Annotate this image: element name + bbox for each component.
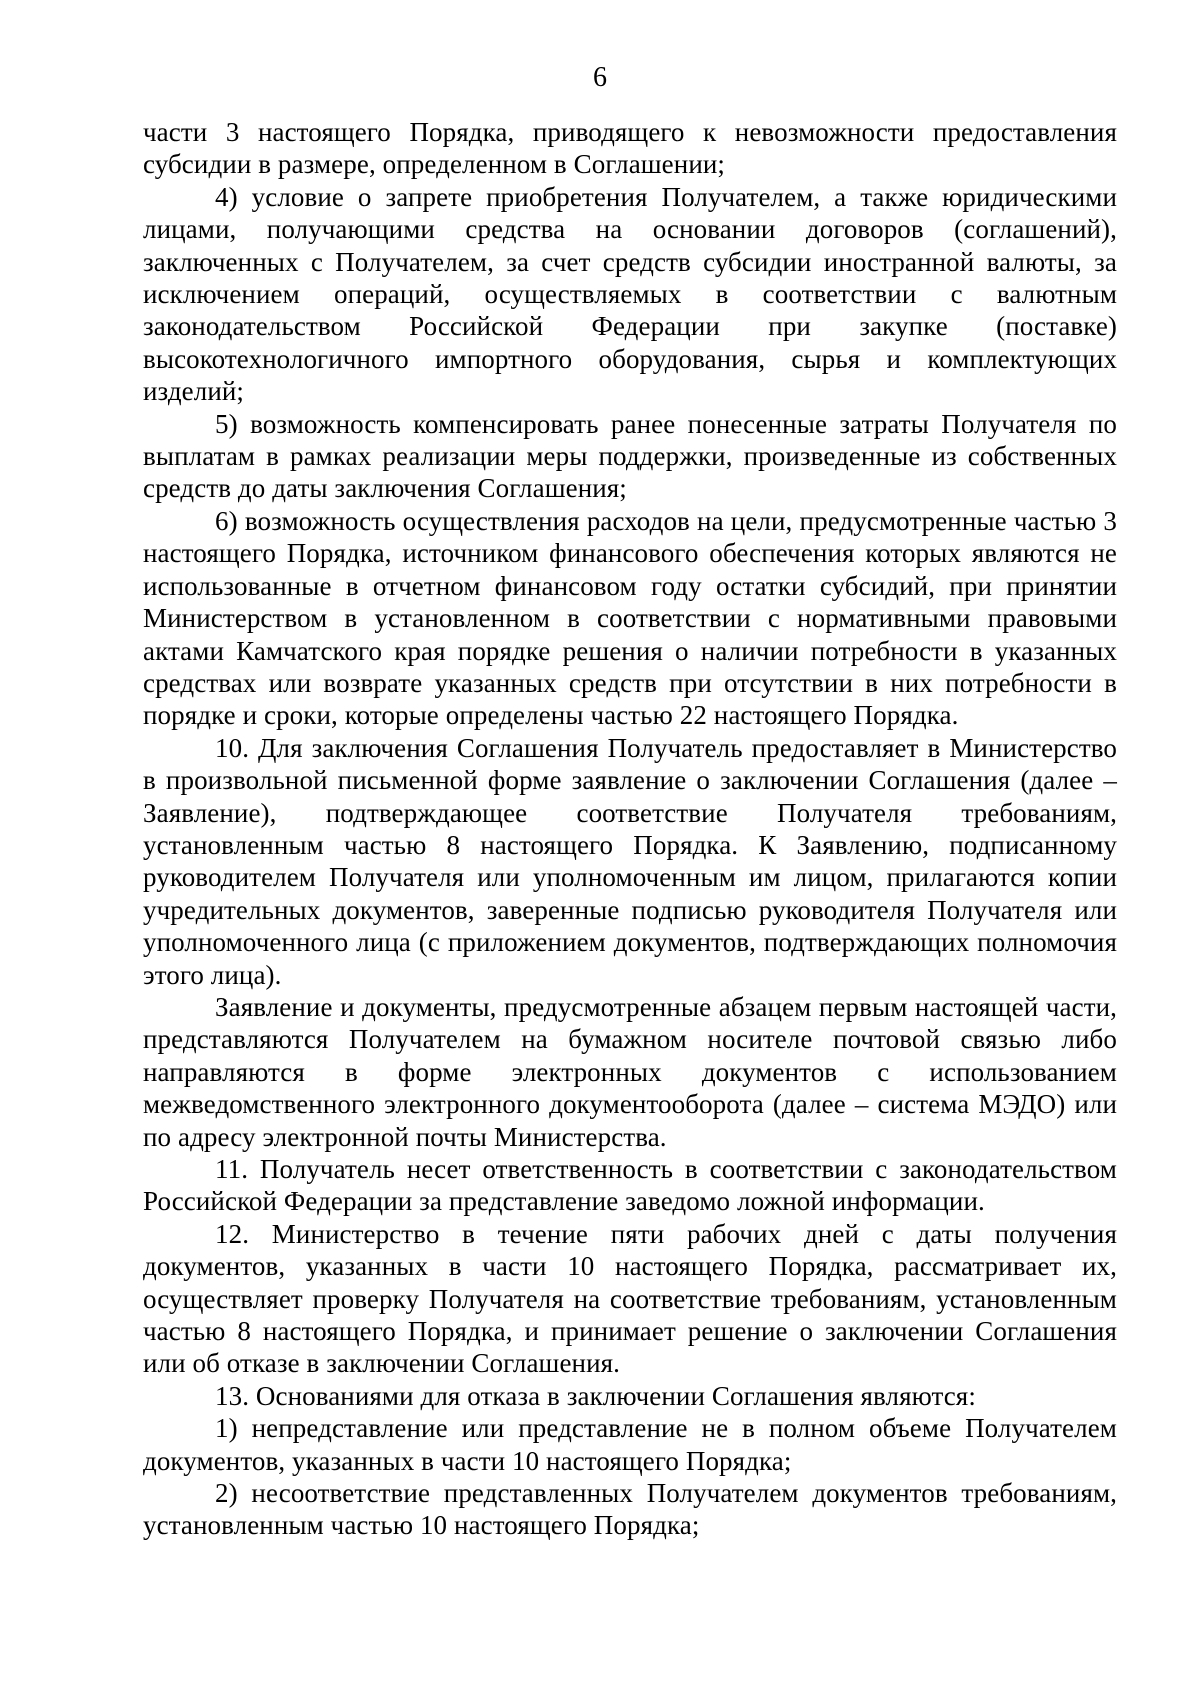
paragraph-item-6: 6) возможность осуществления расходов на цели, предусмотренные частью 3 настоящего Порядка, источником финансового обеспечения которых являются не использованные в отчетном финансовом году остатки субсидий, при принятии Министерством в установленном в соответствии с нормативными правовыми актами Камчатского края порядке решения о наличии потребности в указанных средствах или возврате указанных средств при отсутствии в них потребности в порядке и сроки, которые определены частью 22 настоящего Порядка.: [143, 505, 1117, 731]
paragraph-section-13: 13. Основаниями для отказа в заключении Соглашения являются:: [215, 1380, 976, 1411]
paragraph-section-10: 10. Для заключения Соглашения Получатель предоставляет в Министерство в произвольной письменной форме заявление о заключении Соглашения (далее – Заявление), подтверждающее соответствие Получателя требованиям, установленным частью 8 настоящего Порядка. К Заявлению, подписанному руководителем Получателя или уполномоченным им лицом, прилагаются копии учредительных документов, заверенные подписью руководителя Получателя или уполномоченного лица (с приложением документов, подтверждающих полномочия этого лица).: [143, 732, 1117, 990]
paragraph-section-10-part-2: Заявление и документы, предусмотренные абзацем первым настоящей части, представляются Получателем на бумажном носителе почтовой связью либо направляются в форме электронных документов с использованием межведомственного электронного документооборота (далее – система МЭДО) или по адресу электронной почты Министерства.: [143, 991, 1117, 1152]
paragraph-item-4: 4) условие о запрете приобретения Получателем, а также юридическими лицами, получающими средства на основании договоров (соглашений), заключенных с Получателем, за счет средств субсидии иностранной валюты, за исключением операций, осуществляемых в соответствии с валютным законодательством Российской Федерации при закупке (поставке) высокотехнологичного импортного оборудования, сырья и комплектующих изделий;: [143, 181, 1117, 407]
paragraph-continuation: части 3 настоящего Порядка, приводящего к невозможности предоставления субсидии в размере, определенном в Соглашении;: [143, 117, 1117, 180]
document-body: [143, 116, 1117, 1542]
paragraph-section-13-item-1: 1) непредставление или представление не в полном объеме Получателем документов, указанных в части 10 настоящего Порядка;: [143, 1413, 1117, 1476]
paragraph-section-11: 11. Получатель несет ответственность в соответствии с законодательством Российской Федерации за представление заведомо ложной информации.: [143, 1154, 1117, 1217]
paragraph-section-12: 12. Министерство в течение пяти рабочих дней с даты получения документов, указанных в части 10 настоящего Порядка, рассматривает их, осуществляет проверку Получателя на соответствие требованиям, установленным частью 8 настоящего Порядка, и принимает решение о заключении Соглашения или об отказе в заключении Соглашения.: [143, 1218, 1117, 1379]
page-number: 6: [593, 62, 607, 93]
paragraph-section-13-item-2: 2) несоответствие представленных Получателем документов требованиям, установленным частью 10 настоящего Порядка;: [143, 1478, 1117, 1541]
paragraph-item-5: 5) возможность компенсировать ранее понесенные затраты Получателя по выплатам в рамках реализации меры поддержки, произведенные из собственных средств до даты заключения Соглашения;: [143, 408, 1117, 504]
